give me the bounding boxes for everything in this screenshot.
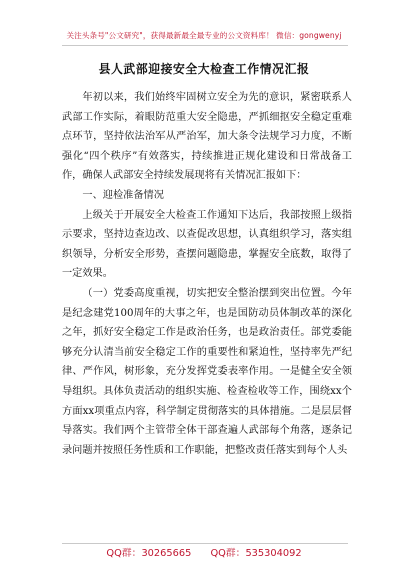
footer-qq-group-1: QQ群：30265665 (106, 548, 192, 559)
document-body (62, 88, 352, 460)
document-title: 县人武部迎接安全大检查工作情况汇报 (98, 62, 310, 76)
body-paragraph: 上级关于开展安全大检查工作通知下达后，我部按照上级指示要求，坚持边查边改、以查促改思想，认真组织学习，落实组织领导，分析安全形势，查摆问题隐患，掌握安全底数，取得了一定效果。 (62, 209, 352, 280)
intro-paragraph: 年初以来，我们始终牢固树立安全为先的意识，紧密联系人武部工作实际，着眼防范重大安全隐患，严抓细抠安全稳定重难点环节，坚持依法治军从严治军，加大条令法规学习力度，不断强化“四个秩序”有效落实，持续推进正规化建设和日常战备工作，确保人武部安全持续发展现将有关情况汇报如下： (62, 92, 352, 182)
footer-qq-group-2: QQ群：535304092 (210, 548, 302, 559)
header-banner: 关注头条号"公文研究"，获得最新最全最专业的公文资料库！ 微信：gongwenyj (66, 31, 342, 40)
header-divider (62, 45, 348, 46)
footer (0, 545, 408, 559)
footer-divider (62, 543, 348, 544)
section-heading: 一、迎检准备情况 (82, 189, 164, 201)
body-paragraph: （一）党委高度重视，切实把安全整治摆到突出位置。今年是纪念建党100周年的大事之年，也是国防动员体制改革的深化之年，抓好安全稳定工作是政治任务，也是政治责任。部党委能够充分认清当前安全稳定工作的重要性和紧迫性，坚持率先严纪律、严作风，树形象，充分发挥党委表率作用。一是健全安全领导组织。具体负责活动的组织实施、检查检收等工作，围绕xx个方面xx项重点内容，科学制定贯彻落实的具体措施。二是层层督导落实。我们两个主管带全体干部查遍人武部每个角落，逐条记录问题并按照任务性质和工作职能，把整改责任落实到每个人头 (62, 287, 352, 456)
